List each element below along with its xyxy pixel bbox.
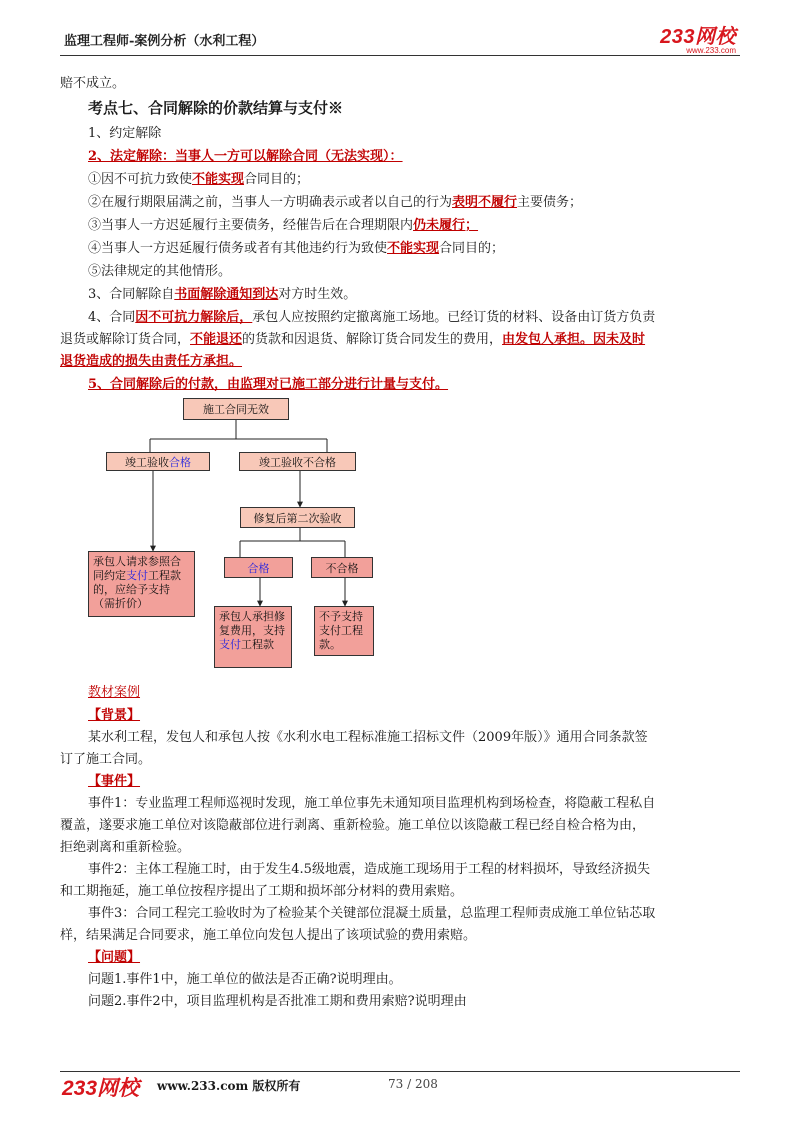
page-header-title: 监理工程师-案例分析（水利工程） — [64, 34, 265, 49]
text-line: 覆盖，遂要求施工单位对该隐蔽部位进行剥离、重新检验。施工单位以该隐蔽工程已经自检合格为由， — [60, 818, 646, 833]
flow-note-repair-cost: 承包人承担修复费用，支持支付工程款 — [214, 606, 292, 668]
text-line: 赔不成立。 — [60, 76, 126, 91]
text-line: 订了施工合同。 — [60, 752, 152, 767]
flow-note-no-support: 不予支持支付工程款。 — [314, 606, 374, 656]
text-line: 事件2：主体工程施工时，由于发生4.5级地震，造成施工现场用于工程的材料损坏，导致经济损失 — [88, 862, 650, 877]
text-line: 2、法定解除：当事人一方可以解除合同（无法实现）： — [88, 149, 403, 164]
flow-note-pay-per-contract: 承包人请求参照合同约定支付工程款的，应给予支持（需折价） — [88, 551, 195, 617]
brand-logo-text: 233网校 — [660, 26, 736, 48]
case-title: 教材案例 — [88, 685, 141, 700]
text-line: 4、合同因不可抗力解除后，承包人应按照约定撤离施工场地。已经订货的材料、设备由订货方负责 — [88, 310, 656, 325]
text-line: 样，结果满足合同要求，施工单位向发包人提出了该项试验的费用索赔。 — [60, 928, 477, 943]
question-1: 问题1.事件1中，施工单位的做法是否正确?说明理由。 — [88, 972, 402, 987]
text-line: 1、约定解除 — [88, 126, 162, 141]
section-heading: 考点七、合同解除的价款结算与支付※ — [88, 99, 344, 117]
case-background-tag: 【背景】 — [88, 708, 141, 723]
text-line: ②在履行期限届满之前，当事人一方明确表示或者以自己的行为表明不履行主要债务； — [88, 195, 583, 210]
flow-box-acceptance-fail: 竣工验收不合格 — [239, 452, 356, 471]
text-line: 事件3：合同工程完工验收时为了检验某个关键部位混凝土质量，总监理工程师责成施工单位钻芯取 — [88, 906, 656, 921]
question-2: 问题2.事件2中，项目监理机构是否批准工期和费用索赔?说明理由 — [88, 994, 467, 1009]
flow-box-contract-invalid: 施工合同无效 — [183, 398, 289, 420]
footer-logo: 233网校 — [62, 1077, 140, 1100]
text-line: 5、合同解除后的付款，由监理对已施工部分进行计量与支付。 — [88, 377, 449, 392]
text-line: 退货造成的损失由责任方承担。 — [60, 354, 243, 369]
footer-divider — [60, 1071, 740, 1072]
text-line: ⑤法律规定的其他情形。 — [88, 264, 232, 279]
text-line: 事件1：专业监理工程师巡视时发现，施工单位事先未通知项目监理机构到场检查，将隐蔽工程私自 — [88, 796, 656, 811]
page-number: 73 / 208 — [388, 1077, 438, 1091]
brand-logo-site: www.233.com — [686, 46, 736, 55]
text-line: ④当事人一方迟延履行债务或者有其他违约行为致使不能实现合同目的； — [88, 241, 505, 256]
case-question-tag: 【问题】 — [88, 950, 141, 965]
flow-box-fail: 不合格 — [311, 557, 373, 578]
text-line: 退货或解除订货合同，不能退还的货款和因退货、解除订货合同发生的费用，由发包人承担。因未及时 — [60, 332, 646, 347]
flow-box-pass: 合格 — [224, 557, 293, 578]
text-line: ①因不可抗力致使不能实现合同目的； — [88, 172, 310, 187]
text-line: 某水利工程，发包人和承包人按《水利水电工程标准施工招标文件（2009年版）》通用合同条款签 — [88, 730, 648, 745]
text-line: 和工期拖延，施工单位按程序提出了工期和损坏部分材料的费用索赔。 — [60, 884, 464, 899]
flow-box-second-acceptance: 修复后第二次验收 — [240, 507, 355, 528]
text-line: ③当事人一方迟延履行主要债务，经催告后在合理期限内仍未履行； — [88, 218, 479, 233]
footer-site: www.233.com 版权所有 — [157, 1079, 301, 1093]
case-event-tag: 【事件】 — [88, 774, 141, 789]
text-line: 3、合同解除自书面解除通知到达对方时生效。 — [88, 287, 357, 302]
text-line: 拒绝剥离和重新检验。 — [60, 840, 191, 855]
flow-box-acceptance-pass: 竣工验收 合格 — [106, 452, 210, 471]
